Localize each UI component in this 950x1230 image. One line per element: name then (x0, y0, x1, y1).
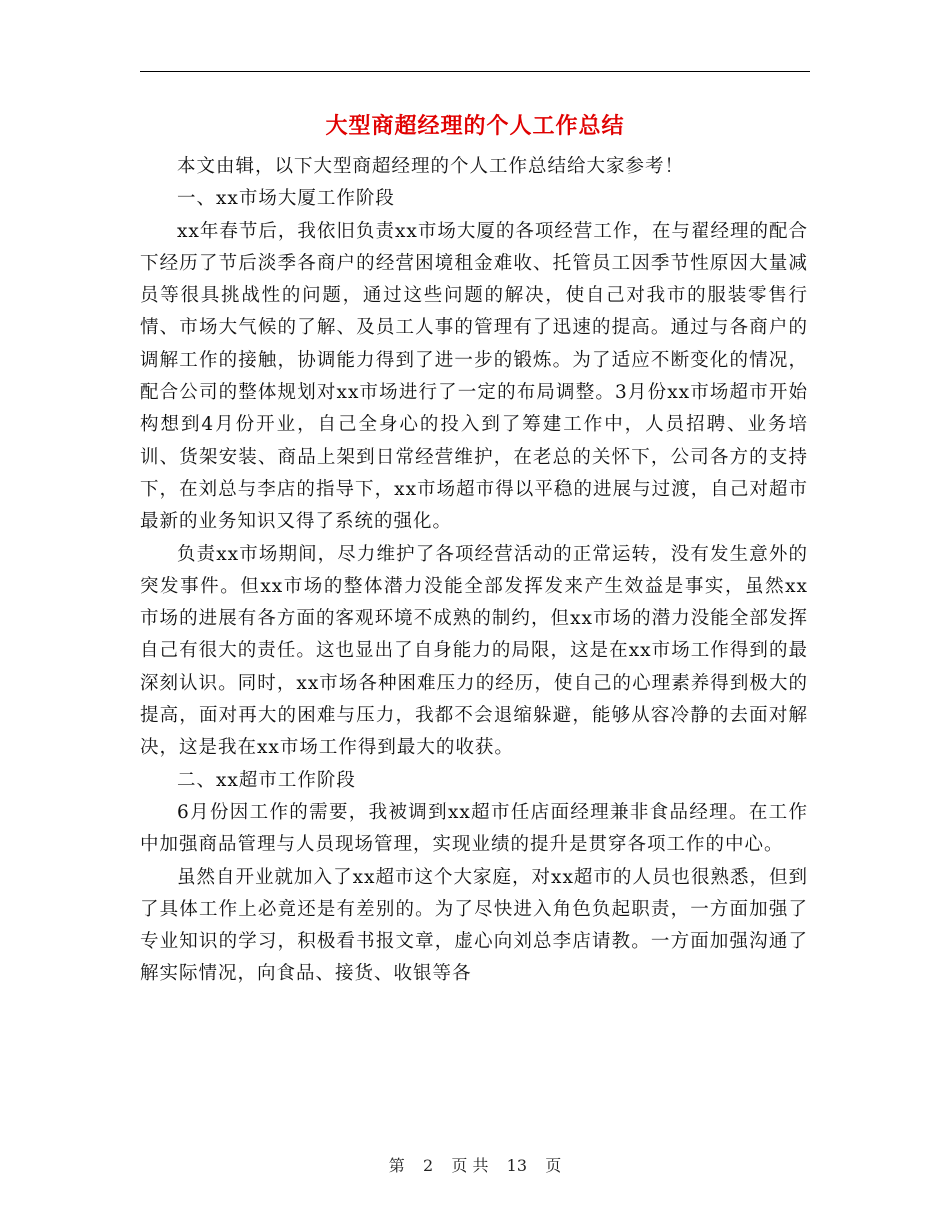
document-title: 大型商超经理的个人工作总结 (325, 113, 625, 139)
page-middle: 页 共 (451, 1156, 489, 1175)
total-pages: 13 (506, 1156, 527, 1175)
page-suffix: 页 (545, 1156, 562, 1175)
page-prefix: 第 (388, 1156, 405, 1175)
body-paragraph: 虽然自开业就加入了xx超市这个大家庭，对xx超市的人员也很熟悉，但到了具体工作上必竟还是有差别的。为了尽快进入角色负起职责，一方面加强了专业知识的学习，积极看书报文章，虚心向刘总李店请教。一方面加强沟通了解实际情况，向食品、接货、收银等各 (140, 866, 808, 985)
page-number: 2 (422, 1156, 434, 1175)
body-paragraph: 负责xx市场期间，尽力维护了各项经营活动的正常运转，没有发生意外的突发事件。但xx市场的整体潜力没能全部发挥发来产生效益是事实，虽然xx市场的进展有各方面的客观环境不成熟的制约，但xx市场的潜力没能全部发挥自己有很大的责任。这也显出了自身能力的局限，这是在xx市场工作得到的最深刻认识。同时，xx市场各种困难压力的经历，使自己的心理素养得到极大的提高，面对再大的困难与压力，我都不会退缩躲避，能够从容冷静的去面对解决，这是我在xx市场工作得到最大的收获。 (140, 543, 808, 759)
section-heading-1: 一、xx市场大厦工作阶段 (177, 188, 395, 210)
document-body (140, 151, 808, 991)
page-footer (0, 1154, 950, 1178)
body-paragraph: 6月份因工作的需要，我被调到xx超市任店面经理兼非食品经理。在工作中加强商品管理与人员现场管理，实现业绩的提升是贯穿各项工作的中心。 (140, 801, 808, 856)
section-heading-2: 二、xx超市工作阶段 (177, 769, 356, 791)
body-paragraph: xx年春节后，我依旧负责xx市场大厦的各项经营工作，在与翟经理的配合下经历了节后淡季各商户的经营困境租金难收、托管员工因季节性原因大量减员等很具挑战性的问题，通过这些问题的解决，使自己对我市的服装零售行情、市场大气候的了解、及员工人事的管理有了迅速的提高。通过与各商户的调解工作的接触，协调能力得到了进一步的锻炼。为了适应不断变化的情况，配合公司的整体规划对xx市场进行了一定的布局调整。3月份xx市场超市开始构想到4月份开业，自己全身心的投入到了筹建工作中，人员招聘、业务培训、货架安装、商品上架到日常经营维护，在老总的关怀下，公司各方的支持下，在刘总与李店的指导下，xx市场超市得以平稳的进展与过渡，自己对超市最新的业务知识又得了系统的强化。 (140, 220, 808, 533)
intro-paragraph: 本文由辑，以下大型商超经理的个人工作总结给大家参考！ (177, 156, 685, 177)
header-rule (140, 71, 810, 72)
